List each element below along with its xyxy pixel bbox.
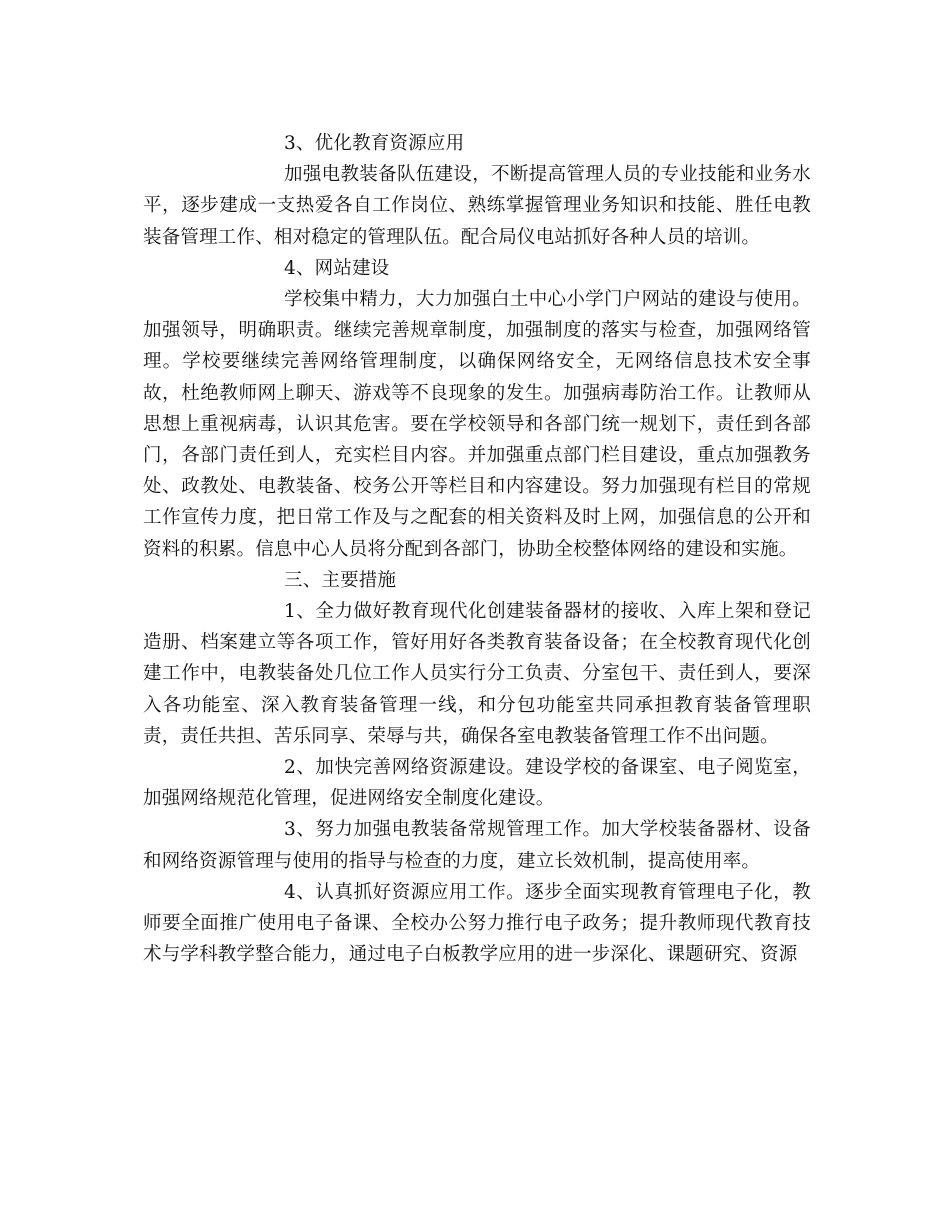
paragraph-measure-2: 2、加快完善网络资源建设。建设学校的备课室、电子阅览室，加强网络规范化管理，促进网络安全制度化建设。 xyxy=(143,757,811,810)
paragraph-staff-building: 加强电教装备队伍建设，不断提高管理人员的专业技能和业务水平，逐步建成一支热爱各自工作岗位、熟练掌握管理业务知识和技能、胜任电教装备管理工作、相对稳定的管理队伍。配合局仪电站抓好各种人员的培训。 xyxy=(143,164,811,248)
section-heading-optimize-resources: 3、优化教育资源应用 xyxy=(284,133,465,154)
section-heading-main-measures: 三、主要措施 xyxy=(284,569,397,591)
paragraph-measure-3: 3、努力加强电教装备常规管理工作。加大学校装备器材、设备和网络资源管理与使用的指导与检查的力度，建立长效机制，提高使用率。 xyxy=(143,819,811,872)
section-heading-website: 4、网站建设 xyxy=(284,257,390,279)
paragraph-website-building: 学校集中精力，大力加强白土中心小学门户网站的建设与使用。加强领导，明确职责。继续完善规章制度，加强制度的落实与检查，加强网络管理。学校要继续完善网络管理制度，以确保网络安全，无网络信息技术安全事故，杜绝教师网上聊天、游戏等不良现象的发生。加强病毒防治工作。让教师从思想上重视病毒，认识其危害。要在学校领导和各部门统一规划下，责任到各部门，各部门责任到人，充实栏目内容。并加强重点部门栏目建设，重点加强教务处、政教处、电教装备、校务公开等栏目和内容建设。努力加强现有栏目的常规工作宣传力度，把日常工作及与之配套的相关资料及时上网，加强信息的公开和资料的积累。信息中心人员将分配到各部门，协助全校整体网络的建设和实施。 xyxy=(143,289,811,560)
document-body xyxy=(143,128,811,970)
paragraph-measure-1: 1、全力做好教育现代化创建装备器材的接收、入库上架和登记造册、档案建立等各项工作，管好用好各类教育装备设备；在全校教育现代化创建工作中，电教装备处几位工作人员实行分工负责、分室包干、责任到人，要深入各功能室、深入教育装备管理一线，和分包功能室共同承担教育装备管理职责，责任共担、苦乐同享、荣辱与共，确保各室电教装备管理工作不出问题。 xyxy=(143,601,811,747)
paragraph-measure-4: 4、认真抓好资源应用工作。逐步全面实现教育管理电子化，教师要全面推广使用电子备课、全校办公努力推行电子政务；提升教师现代教育技术与学科教学整合能力，通过电子白板教学应用的进一步深化、课题研究、资源 xyxy=(143,881,811,966)
